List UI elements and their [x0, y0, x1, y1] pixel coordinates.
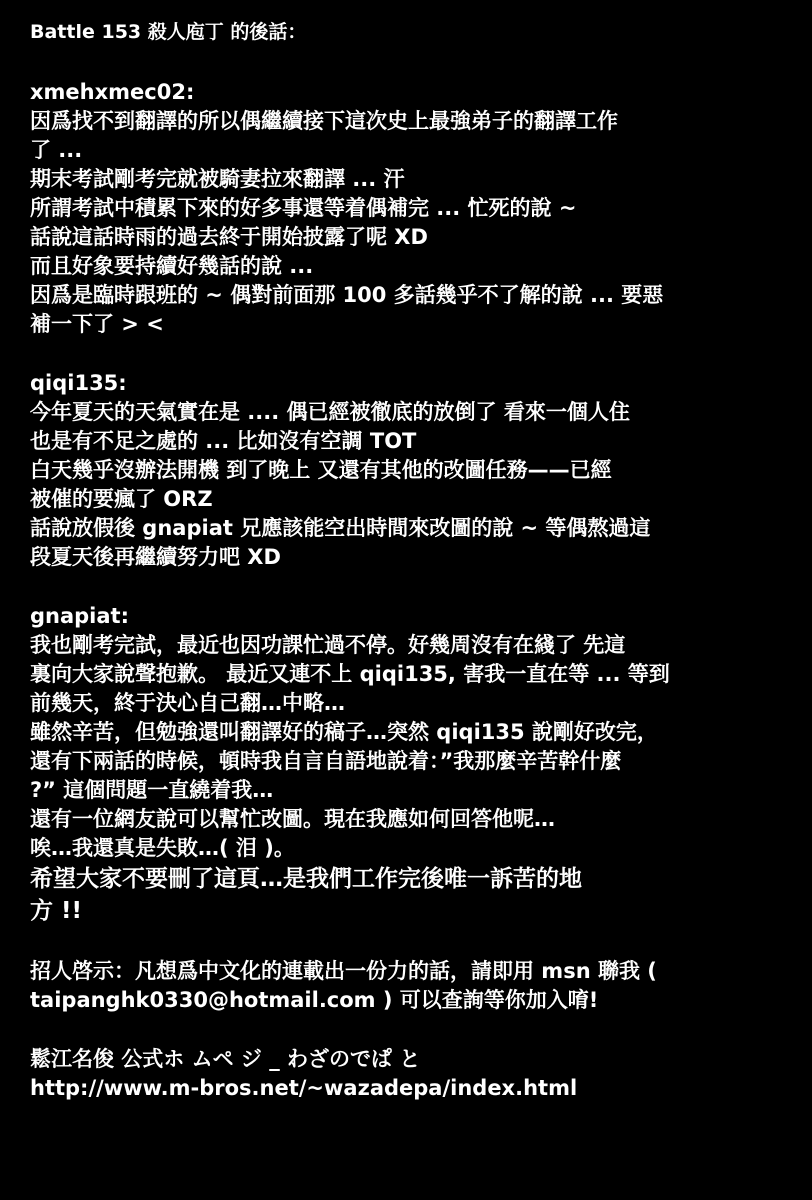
- comment-line: 雖然辛苦，但勉強還叫翻譯好的稿子…突然 qiqi135 說剛好改完，: [30, 720, 658, 744]
- comment-line: 所謂考試中積累下來的好多事還等着偶補完 ... 忙死的說 ~: [30, 196, 577, 220]
- footer-site-name: 鬆江名俊 公式ホ ムペ ジ _ わざのでぱ と: [30, 1047, 421, 1071]
- comment-line: 被催的要瘋了 ORZ: [30, 487, 213, 511]
- comment-block-qiqi135: [30, 369, 790, 572]
- comment-line: 裏向大家說聲抱歉。 最近又連不上 qiqi135, 害我一直在等 ... 等到: [30, 662, 670, 686]
- comment-line: 話說放假後 gnapiat 兄應該能空出時間來改圖的說 ~ 等偶熬過這: [30, 516, 651, 540]
- comment-line: 還有下兩話的時候，頓時我自言自語地說着：”我那麼辛苦幹什麼: [30, 749, 622, 773]
- comment-line: 唉…我還真是失敗…( 泪 )。: [30, 836, 295, 860]
- speaker-name: xmehxmec02:: [30, 80, 195, 104]
- spacer: [30, 1015, 790, 1045]
- comment-line: 因爲找不到翻譯的所以偶繼續接下這次史上最強弟子的翻譯工作: [30, 109, 618, 133]
- comment-line: 段夏天後再繼續努力吧 XD: [30, 545, 281, 569]
- comment-line: 我也剛考完試，最近也因功課忙過不停。好幾周沒有在綫了 先這: [30, 633, 626, 657]
- spacer: [30, 339, 790, 369]
- comment-line: 白天幾乎沒辦法開機 到了晚上 又還有其他的改圖任務——已經: [30, 458, 612, 482]
- comment-line: 今年夏天的天氣實在是 .... 偶已經被徹底的放倒了 看來一個人住: [30, 400, 630, 424]
- spacer: [30, 927, 790, 957]
- footer-url: http://www.m-bros.net/~wazadepa/index.html: [30, 1076, 578, 1100]
- emphasis-line: 希望大家不要刪了這頁…是我們工作完後唯一訴苦的地: [30, 866, 582, 892]
- comment-line: 而且好象要持續好幾話的說 ...: [30, 254, 314, 278]
- comment-line: 還有一位網友說可以幫忙改圖。現在我應如何回答他呢…: [30, 807, 555, 831]
- speaker-name: gnapiat:: [30, 604, 129, 628]
- comment-line: 前幾天，終于決心自己翻…中略…: [30, 691, 345, 715]
- comment-block-xmehxmec02: [30, 78, 790, 339]
- comment-line: 期末考試剛考完就被騎妻拉來翻譯 ... 汗: [30, 167, 405, 191]
- spacer: [30, 572, 790, 602]
- recruit-contact-line: taipanghk0330@hotmail.com ) 可以查詢等你加入唷!: [30, 988, 599, 1012]
- afterword-page: [30, 16, 790, 1103]
- speaker-name: qiqi135:: [30, 371, 127, 395]
- comment-line: 也是有不足之處的 ... 比如沒有空調 TOT: [30, 429, 417, 453]
- emphasis-line: 方 !!: [30, 898, 82, 924]
- comment-line: 因爲是臨時跟班的 ~ 偶對前面那 100 多話幾乎不了解的說 ... 要惡: [30, 283, 664, 307]
- footer-block: [30, 1045, 790, 1103]
- page-title: Battle 153 殺人庖丁 的後話：: [30, 21, 307, 43]
- comment-line: 補一下了 > <: [30, 312, 164, 336]
- spacer: [30, 48, 790, 78]
- recruit-line: 招人啓示：凡想爲中文化的連載出一份力的話，請即用 msn 聯我 (: [30, 959, 657, 983]
- recruit-notice: [30, 957, 790, 1015]
- comment-line: 話說這話時雨的過去終于開始披露了呢 XD: [30, 225, 428, 249]
- comment-line: 了 ...: [30, 138, 83, 162]
- comment-line: ?” 這個問題一直繞着我…: [30, 778, 274, 802]
- comment-block-gnapiat: [30, 602, 790, 927]
